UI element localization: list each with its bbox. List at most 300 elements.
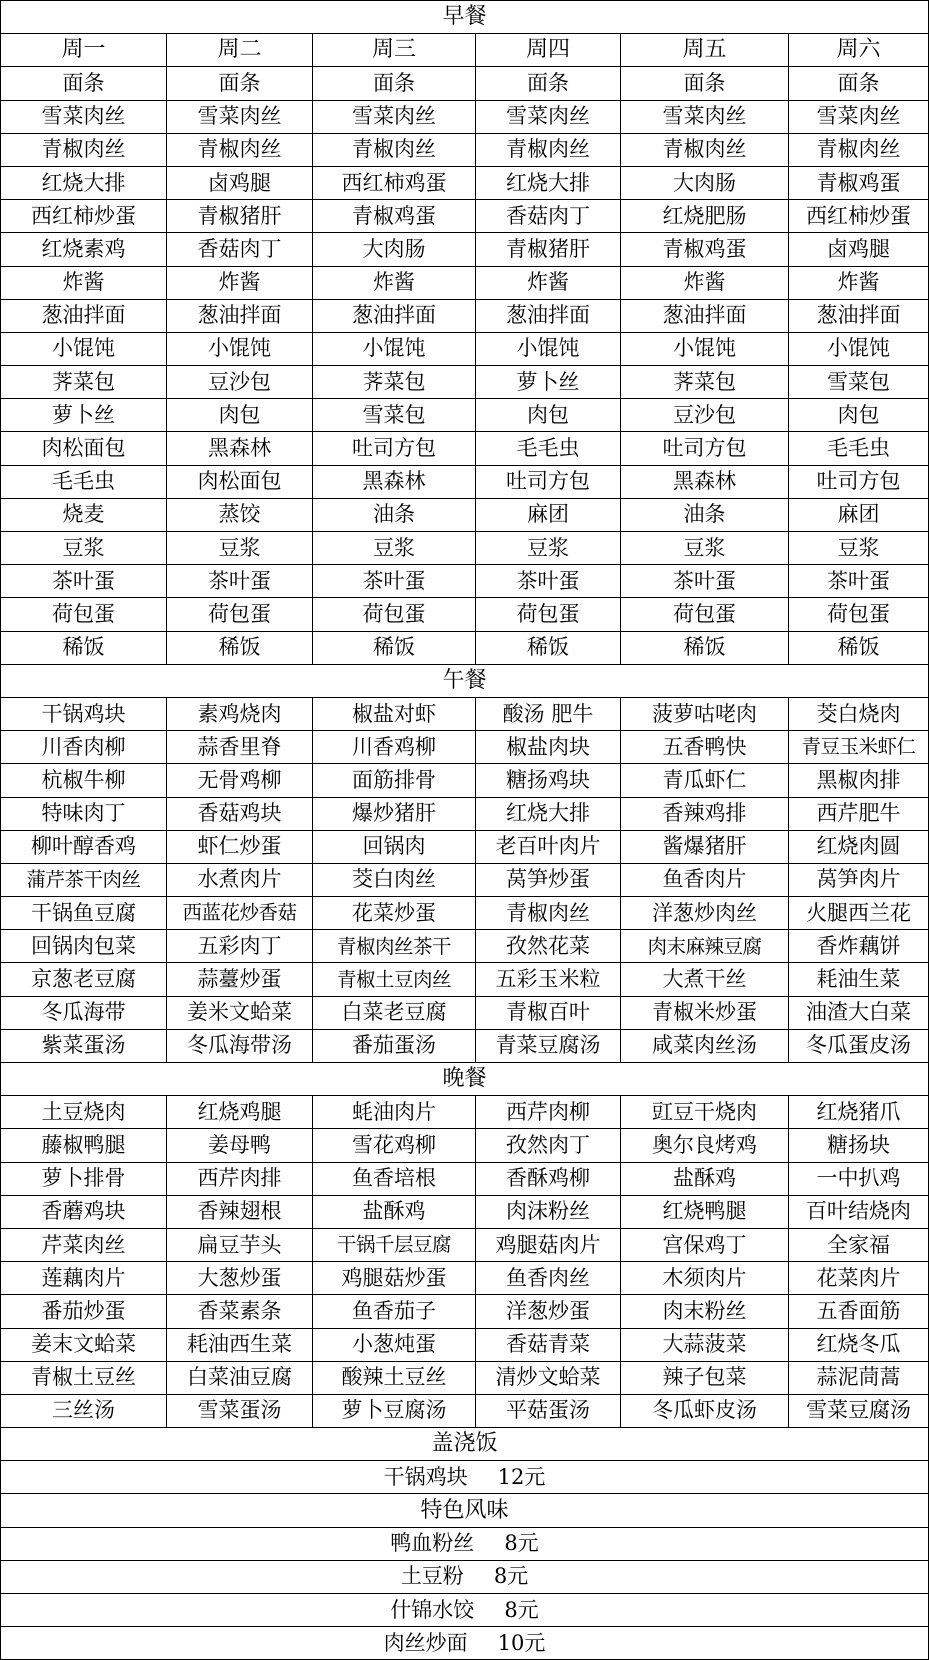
breakfast-dish-cell: 豆浆 bbox=[167, 532, 313, 565]
breakfast-dish-cell: 稀饭 bbox=[476, 631, 621, 664]
breakfast-dish-cell: 西红柿鸡蛋 bbox=[313, 166, 476, 199]
rice-bowl-row bbox=[1, 1461, 929, 1494]
lunch-dish-cell: 油渣大白菜 bbox=[789, 996, 929, 1029]
breakfast-dish-cell: 油条 bbox=[621, 498, 789, 531]
dinner-dish-cell: 耗油西生菜 bbox=[167, 1328, 313, 1361]
lunch-row bbox=[1, 731, 929, 764]
breakfast-dish-cell: 卤鸡腿 bbox=[789, 233, 929, 266]
breakfast-dish-cell: 萝卜丝 bbox=[1, 399, 167, 432]
breakfast-dish-cell: 肉包 bbox=[476, 399, 621, 432]
lunch-dish-cell: 茭白烧肉 bbox=[789, 697, 929, 730]
dinner-dish-cell: 糖扬块 bbox=[789, 1129, 929, 1162]
breakfast-dish-cell: 稀饭 bbox=[313, 631, 476, 664]
dinner-dish-cell: 香酥鸡柳 bbox=[476, 1162, 621, 1195]
lunch-dish-cell: 杭椒牛柳 bbox=[1, 764, 167, 797]
dinner-dish-cell: 五香面筋 bbox=[789, 1295, 929, 1328]
lunch-dish-cell: 莴笋炒蛋 bbox=[476, 863, 621, 896]
lunch-dish-cell: 西芹肥牛 bbox=[789, 797, 929, 830]
lunch-dish-cell: 菠萝咕咾肉 bbox=[621, 697, 789, 730]
dinner-dish-cell: 蒜泥茼蒿 bbox=[789, 1361, 929, 1394]
lunch-dish-cell: 柳叶醇香鸡 bbox=[1, 830, 167, 863]
breakfast-dish-cell: 荠菜包 bbox=[621, 366, 789, 399]
breakfast-row bbox=[1, 399, 929, 432]
breakfast-dish-cell: 葱油拌面 bbox=[621, 299, 789, 332]
breakfast-dish-cell: 吐司方包 bbox=[313, 432, 476, 465]
dinner-dish-cell: 大蒜菠菜 bbox=[621, 1328, 789, 1361]
lunch-dish-cell: 酱爆猪肝 bbox=[621, 830, 789, 863]
lunch-dish-cell: 川香肉柳 bbox=[1, 731, 167, 764]
breakfast-row bbox=[1, 631, 929, 664]
lunch-row bbox=[1, 697, 929, 730]
breakfast-dish-cell: 西红柿炒蛋 bbox=[789, 200, 929, 233]
lunch-dish-cell: 回锅肉 bbox=[313, 830, 476, 863]
breakfast-dish-cell: 炸酱 bbox=[476, 266, 621, 299]
dinner-row bbox=[1, 1195, 929, 1228]
breakfast-row bbox=[1, 532, 929, 565]
breakfast-header-row bbox=[1, 1, 929, 34]
lunch-dish-cell: 五香鸭快 bbox=[621, 731, 789, 764]
breakfast-dish-cell: 茶叶蛋 bbox=[1, 565, 167, 598]
specialty-header-row bbox=[1, 1494, 929, 1527]
breakfast-dish-cell: 豆浆 bbox=[789, 532, 929, 565]
breakfast-dish-cell: 麻团 bbox=[789, 498, 929, 531]
breakfast-dish-cell: 香菇肉丁 bbox=[167, 233, 313, 266]
lunch-dish-cell: 蒲芹茶干肉丝 bbox=[1, 863, 167, 896]
lunch-dish-cell: 青椒肉丝 bbox=[476, 897, 621, 930]
dinner-dish-cell: 盐酥鸡 bbox=[313, 1195, 476, 1228]
dinner-dish-cell: 盐酥鸡 bbox=[621, 1162, 789, 1195]
rice-bowl-price: 12元 bbox=[497, 1464, 546, 1489]
breakfast-dish-cell: 雪菜肉丝 bbox=[167, 100, 313, 133]
dinner-dish-cell: 红烧鸭腿 bbox=[621, 1195, 789, 1228]
lunch-dish-cell: 五彩肉丁 bbox=[167, 930, 313, 963]
weekday-header-cell: 周一 bbox=[1, 34, 167, 67]
lunch-dish-cell: 番茄蛋汤 bbox=[313, 1029, 476, 1062]
rice-bowl-item bbox=[1, 1461, 929, 1494]
breakfast-dish-cell: 西红柿炒蛋 bbox=[1, 200, 167, 233]
dinner-dish-cell: 奥尔良烤鸡 bbox=[621, 1129, 789, 1162]
dinner-row bbox=[1, 1129, 929, 1162]
specialty-price: 8元 bbox=[504, 1531, 539, 1556]
breakfast-dish-cell: 蒸饺 bbox=[167, 498, 313, 531]
weekday-header-cell: 周三 bbox=[313, 34, 476, 67]
dinner-row bbox=[1, 1096, 929, 1129]
dinner-dish-cell: 木须肉片 bbox=[621, 1262, 789, 1295]
breakfast-dish-cell: 葱油拌面 bbox=[789, 299, 929, 332]
dinner-dish-cell: 酸辣土豆丝 bbox=[313, 1361, 476, 1394]
rice-bowl-dish-name: 干锅鸡块 bbox=[383, 1464, 468, 1489]
dinner-dish-cell: 鱼香茄子 bbox=[313, 1295, 476, 1328]
lunch-dish-cell: 老百叶肉片 bbox=[476, 830, 621, 863]
dinner-dish-cell: 红烧冬瓜 bbox=[789, 1328, 929, 1361]
breakfast-dish-cell: 雪菜肉丝 bbox=[1, 100, 167, 133]
breakfast-dish-cell: 吐司方包 bbox=[789, 465, 929, 498]
dinner-dish-cell: 小葱炖蛋 bbox=[313, 1328, 476, 1361]
dinner-dish-cell: 一中扒鸡 bbox=[789, 1162, 929, 1195]
breakfast-dish-cell: 吐司方包 bbox=[476, 465, 621, 498]
dinner-dish-cell: 百叶结烧肉 bbox=[789, 1195, 929, 1228]
lunch-dish-cell: 肉末麻辣豆腐 bbox=[621, 930, 789, 963]
breakfast-dish-cell: 红烧大排 bbox=[1, 166, 167, 199]
lunch-dish-cell: 蒜薹炒蛋 bbox=[167, 963, 313, 996]
lunch-dish-cell: 回锅肉包菜 bbox=[1, 930, 167, 963]
breakfast-dish-cell: 荠菜包 bbox=[313, 366, 476, 399]
lunch-row bbox=[1, 897, 929, 930]
dinner-dish-cell: 扁豆芋头 bbox=[167, 1228, 313, 1261]
breakfast-dish-cell: 青椒猪肝 bbox=[167, 200, 313, 233]
dinner-dish-cell: 干锅千层豆腐 bbox=[313, 1228, 476, 1261]
dinner-dish-cell: 红烧鸡腿 bbox=[167, 1096, 313, 1129]
breakfast-dish-cell: 雪菜肉丝 bbox=[476, 100, 621, 133]
lunch-dish-cell: 孜然花菜 bbox=[476, 930, 621, 963]
breakfast-dish-cell: 青椒肉丝 bbox=[167, 133, 313, 166]
breakfast-dish-cell: 豆浆 bbox=[621, 532, 789, 565]
dinner-dish-cell: 番茄炒蛋 bbox=[1, 1295, 167, 1328]
breakfast-dish-cell: 黑森林 bbox=[621, 465, 789, 498]
dinner-header-row bbox=[1, 1063, 929, 1096]
breakfast-dish-cell: 麻团 bbox=[476, 498, 621, 531]
breakfast-dish-cell: 葱油拌面 bbox=[1, 299, 167, 332]
lunch-dish-cell: 五彩玉米粒 bbox=[476, 963, 621, 996]
breakfast-dish-cell: 面条 bbox=[789, 67, 929, 100]
weekday-header-cell: 周二 bbox=[167, 34, 313, 67]
lunch-dish-cell: 糖扬鸡块 bbox=[476, 764, 621, 797]
weekday-header-cell: 周五 bbox=[621, 34, 789, 67]
rice-bowl-header-row bbox=[1, 1428, 929, 1461]
breakfast-dish-cell: 茶叶蛋 bbox=[476, 565, 621, 598]
dinner-dish-cell: 莲藕肉片 bbox=[1, 1262, 167, 1295]
dinner-dish-cell: 辣子包菜 bbox=[621, 1361, 789, 1394]
lunch-dish-cell: 莴笋肉片 bbox=[789, 863, 929, 896]
breakfast-dish-cell: 茶叶蛋 bbox=[621, 565, 789, 598]
dinner-row bbox=[1, 1394, 929, 1427]
dinner-dish-cell: 宫保鸡丁 bbox=[621, 1228, 789, 1261]
menu-body bbox=[1, 1, 929, 1660]
breakfast-row bbox=[1, 565, 929, 598]
breakfast-row bbox=[1, 598, 929, 631]
lunch-dish-cell: 青豆玉米虾仁 bbox=[789, 731, 929, 764]
specialty-dish-name: 土豆粉 bbox=[400, 1564, 464, 1589]
dinner-dish-cell: 鱼香培根 bbox=[313, 1162, 476, 1195]
lunch-dish-cell: 茭白肉丝 bbox=[313, 863, 476, 896]
breakfast-dish-cell: 肉包 bbox=[789, 399, 929, 432]
breakfast-dish-cell: 豆沙包 bbox=[621, 399, 789, 432]
breakfast-dish-cell: 青椒猪肝 bbox=[476, 233, 621, 266]
dinner-dish-cell: 红烧猪爪 bbox=[789, 1096, 929, 1129]
dinner-dish-cell: 姜母鸭 bbox=[167, 1129, 313, 1162]
breakfast-dish-cell: 稀饭 bbox=[167, 631, 313, 664]
breakfast-dish-cell: 青椒鸡蛋 bbox=[313, 200, 476, 233]
lunch-dish-cell: 洋葱炒肉丝 bbox=[621, 897, 789, 930]
breakfast-dish-cell: 豆浆 bbox=[476, 532, 621, 565]
specialty-price: 8元 bbox=[504, 1597, 539, 1622]
specialty-dish-name: 鸭血粉丝 bbox=[390, 1531, 475, 1556]
breakfast-dish-cell: 吐司方包 bbox=[621, 432, 789, 465]
breakfast-dish-cell: 荠菜包 bbox=[1, 366, 167, 399]
breakfast-dish-cell: 豆浆 bbox=[313, 532, 476, 565]
breakfast-dish-cell: 大肉肠 bbox=[313, 233, 476, 266]
breakfast-dish-cell: 小馄饨 bbox=[621, 332, 789, 365]
specialty-row bbox=[1, 1594, 929, 1627]
lunch-dish-cell: 白菜老豆腐 bbox=[313, 996, 476, 1029]
lunch-dish-cell: 青椒肉丝茶干 bbox=[313, 930, 476, 963]
lunch-dish-cell: 虾仁炒蛋 bbox=[167, 830, 313, 863]
lunch-dish-cell: 大煮干丝 bbox=[621, 963, 789, 996]
dinner-row bbox=[1, 1361, 929, 1394]
breakfast-dish-cell: 毛毛虫 bbox=[1, 465, 167, 498]
dinner-dish-cell: 西芹肉排 bbox=[167, 1162, 313, 1195]
breakfast-dish-cell: 雪菜肉丝 bbox=[621, 100, 789, 133]
breakfast-row bbox=[1, 233, 929, 266]
dinner-dish-cell: 冬瓜虾皮汤 bbox=[621, 1394, 789, 1427]
lunch-dish-cell: 红烧肉圆 bbox=[789, 830, 929, 863]
breakfast-row bbox=[1, 67, 929, 100]
breakfast-dish-cell: 雪菜肉丝 bbox=[313, 100, 476, 133]
dinner-row bbox=[1, 1295, 929, 1328]
dinner-dish-cell: 平菇蛋汤 bbox=[476, 1394, 621, 1427]
lunch-row bbox=[1, 830, 929, 863]
dinner-dish-cell: 肉沫粉丝 bbox=[476, 1195, 621, 1228]
lunch-dish-cell: 蒜香里脊 bbox=[167, 731, 313, 764]
specialty-item bbox=[1, 1594, 929, 1627]
lunch-dish-cell: 青瓜虾仁 bbox=[621, 764, 789, 797]
lunch-dish-cell: 红烧大排 bbox=[476, 797, 621, 830]
breakfast-dish-cell: 大肉肠 bbox=[621, 166, 789, 199]
dinner-dish-cell: 鱼香肉丝 bbox=[476, 1262, 621, 1295]
breakfast-dish-cell: 黑森林 bbox=[313, 465, 476, 498]
lunch-dish-cell: 青椒百叶 bbox=[476, 996, 621, 1029]
lunch-dish-cell: 青椒米炒蛋 bbox=[621, 996, 789, 1029]
specialty-price: 10元 bbox=[497, 1630, 546, 1655]
lunch-row bbox=[1, 963, 929, 996]
lunch-section-title: 午餐 bbox=[1, 664, 929, 697]
lunch-dish-cell: 青椒土豆肉丝 bbox=[313, 963, 476, 996]
lunch-dish-cell: 干锅鱼豆腐 bbox=[1, 897, 167, 930]
breakfast-dish-cell: 雪菜包 bbox=[313, 399, 476, 432]
dinner-dish-cell: 萝卜排骨 bbox=[1, 1162, 167, 1195]
lunch-row bbox=[1, 863, 929, 896]
lunch-dish-cell: 咸菜肉丝汤 bbox=[621, 1029, 789, 1062]
breakfast-row bbox=[1, 465, 929, 498]
lunch-dish-cell: 青菜豆腐汤 bbox=[476, 1029, 621, 1062]
dinner-dish-cell: 雪花鸡柳 bbox=[313, 1129, 476, 1162]
breakfast-dish-cell: 豆浆 bbox=[1, 532, 167, 565]
dinner-dish-cell: 姜末文蛤菜 bbox=[1, 1328, 167, 1361]
lunch-dish-cell: 酸汤 肥牛 bbox=[476, 697, 621, 730]
breakfast-row bbox=[1, 100, 929, 133]
breakfast-row bbox=[1, 133, 929, 166]
breakfast-dish-cell: 葱油拌面 bbox=[313, 299, 476, 332]
breakfast-section-title: 早餐 bbox=[1, 1, 929, 34]
breakfast-dish-cell: 肉松面包 bbox=[167, 465, 313, 498]
breakfast-dish-cell: 肉包 bbox=[167, 399, 313, 432]
breakfast-dish-cell: 荷包蛋 bbox=[789, 598, 929, 631]
breakfast-dish-cell: 炸酱 bbox=[167, 266, 313, 299]
dinner-dish-cell: 孜然肉丁 bbox=[476, 1129, 621, 1162]
breakfast-dish-cell: 青椒肉丝 bbox=[1, 133, 167, 166]
breakfast-dish-cell: 面条 bbox=[476, 67, 621, 100]
dinner-row bbox=[1, 1328, 929, 1361]
breakfast-row bbox=[1, 299, 929, 332]
breakfast-dish-cell: 红烧素鸡 bbox=[1, 233, 167, 266]
breakfast-dish-cell: 面条 bbox=[313, 67, 476, 100]
breakfast-dish-cell: 面条 bbox=[621, 67, 789, 100]
lunch-row bbox=[1, 1029, 929, 1062]
breakfast-dish-cell: 炸酱 bbox=[621, 266, 789, 299]
breakfast-dish-cell: 油条 bbox=[313, 498, 476, 531]
dinner-dish-cell: 香蘑鸡块 bbox=[1, 1195, 167, 1228]
lunch-dish-cell: 椒盐肉块 bbox=[476, 731, 621, 764]
breakfast-dish-cell: 炸酱 bbox=[789, 266, 929, 299]
breakfast-dish-cell: 肉松面包 bbox=[1, 432, 167, 465]
breakfast-dish-cell: 雪菜包 bbox=[789, 366, 929, 399]
breakfast-dish-cell: 青椒肉丝 bbox=[476, 133, 621, 166]
breakfast-dish-cell: 小馄饨 bbox=[313, 332, 476, 365]
breakfast-dish-cell: 红烧肥肠 bbox=[621, 200, 789, 233]
breakfast-dish-cell: 炸酱 bbox=[1, 266, 167, 299]
breakfast-row bbox=[1, 200, 929, 233]
breakfast-dish-cell: 萝卜丝 bbox=[476, 366, 621, 399]
dinner-dish-cell: 雪菜豆腐汤 bbox=[789, 1394, 929, 1427]
breakfast-dish-cell: 面条 bbox=[1, 67, 167, 100]
lunch-row bbox=[1, 764, 929, 797]
dinner-dish-cell: 西芹肉柳 bbox=[476, 1096, 621, 1129]
weekday-header-cell: 周六 bbox=[789, 34, 929, 67]
specialty-dish-name: 肉丝炒面 bbox=[383, 1630, 468, 1655]
specialty-item bbox=[1, 1627, 929, 1660]
breakfast-dish-cell: 小馄饨 bbox=[789, 332, 929, 365]
breakfast-dish-cell: 茶叶蛋 bbox=[789, 565, 929, 598]
breakfast-dish-cell: 香菇肉丁 bbox=[476, 200, 621, 233]
lunch-row bbox=[1, 797, 929, 830]
dinner-dish-cell: 肉末粉丝 bbox=[621, 1295, 789, 1328]
weekday-header-cell: 周四 bbox=[476, 34, 621, 67]
dinner-dish-cell: 香菜素条 bbox=[167, 1295, 313, 1328]
dinner-dish-cell: 蚝油肉片 bbox=[313, 1096, 476, 1129]
breakfast-dish-cell: 荷包蛋 bbox=[1, 598, 167, 631]
breakfast-row bbox=[1, 498, 929, 531]
breakfast-dish-cell: 青椒鸡蛋 bbox=[789, 166, 929, 199]
breakfast-row bbox=[1, 432, 929, 465]
lunch-dish-cell: 耗油生菜 bbox=[789, 963, 929, 996]
breakfast-dish-cell: 青椒肉丝 bbox=[621, 133, 789, 166]
breakfast-dish-cell: 毛毛虫 bbox=[476, 432, 621, 465]
dinner-row bbox=[1, 1162, 929, 1195]
specialty-price: 8元 bbox=[493, 1564, 529, 1589]
breakfast-dish-cell: 荷包蛋 bbox=[313, 598, 476, 631]
lunch-dish-cell: 素鸡烧肉 bbox=[167, 697, 313, 730]
breakfast-dish-cell: 烧麦 bbox=[1, 498, 167, 531]
lunch-dish-cell: 姜米文蛤菜 bbox=[167, 996, 313, 1029]
dinner-dish-cell: 萝卜豆腐汤 bbox=[313, 1394, 476, 1427]
breakfast-dish-cell: 荷包蛋 bbox=[167, 598, 313, 631]
breakfast-row bbox=[1, 166, 929, 199]
lunch-dish-cell: 香菇鸡块 bbox=[167, 797, 313, 830]
dinner-section-title: 晚餐 bbox=[1, 1063, 929, 1096]
dinner-dish-cell: 三丝汤 bbox=[1, 1394, 167, 1427]
dinner-row bbox=[1, 1262, 929, 1295]
breakfast-dish-cell: 稀饭 bbox=[789, 631, 929, 664]
specialty-dish-name: 什锦水饺 bbox=[390, 1597, 475, 1622]
breakfast-row bbox=[1, 366, 929, 399]
dinner-dish-cell: 洋葱炒蛋 bbox=[476, 1295, 621, 1328]
lunch-dish-cell: 椒盐对虾 bbox=[313, 697, 476, 730]
lunch-row bbox=[1, 930, 929, 963]
dinner-dish-cell: 白菜油豆腐 bbox=[167, 1361, 313, 1394]
breakfast-dish-cell: 黑森林 bbox=[167, 432, 313, 465]
lunch-dish-cell: 冬瓜海带汤 bbox=[167, 1029, 313, 1062]
breakfast-dish-cell: 小馄饨 bbox=[167, 332, 313, 365]
lunch-dish-cell: 香辣鸡排 bbox=[621, 797, 789, 830]
specialty-item bbox=[1, 1527, 929, 1560]
lunch-header-row bbox=[1, 664, 929, 697]
lunch-dish-cell: 花菜炒蛋 bbox=[313, 897, 476, 930]
dinner-dish-cell: 香菇青菜 bbox=[476, 1328, 621, 1361]
lunch-dish-cell: 京葱老豆腐 bbox=[1, 963, 167, 996]
lunch-dish-cell: 特味肉丁 bbox=[1, 797, 167, 830]
breakfast-dish-cell: 红烧大排 bbox=[476, 166, 621, 199]
specialty-row bbox=[1, 1627, 929, 1660]
specialty-item bbox=[1, 1560, 929, 1593]
dinner-dish-cell: 豇豆干烧肉 bbox=[621, 1096, 789, 1129]
lunch-dish-cell: 冬瓜蛋皮汤 bbox=[789, 1029, 929, 1062]
lunch-dish-cell: 香炸藕饼 bbox=[789, 930, 929, 963]
lunch-dish-cell: 面筋排骨 bbox=[313, 764, 476, 797]
lunch-dish-cell: 火腿西兰花 bbox=[789, 897, 929, 930]
lunch-dish-cell: 爆炒猪肝 bbox=[313, 797, 476, 830]
breakfast-dish-cell: 荷包蛋 bbox=[476, 598, 621, 631]
breakfast-row bbox=[1, 266, 929, 299]
lunch-dish-cell: 水煮肉片 bbox=[167, 863, 313, 896]
breakfast-dish-cell: 小馄饨 bbox=[476, 332, 621, 365]
breakfast-dish-cell: 面条 bbox=[167, 67, 313, 100]
specialty-row bbox=[1, 1527, 929, 1560]
dinner-dish-cell: 芹菜肉丝 bbox=[1, 1228, 167, 1261]
dinner-dish-cell: 鸡腿菇炒蛋 bbox=[313, 1262, 476, 1295]
breakfast-dish-cell: 茶叶蛋 bbox=[167, 565, 313, 598]
breakfast-dish-cell: 卤鸡腿 bbox=[167, 166, 313, 199]
lunch-row bbox=[1, 996, 929, 1029]
lunch-dish-cell: 川香鸡柳 bbox=[313, 731, 476, 764]
breakfast-dish-cell: 雪菜肉丝 bbox=[789, 100, 929, 133]
breakfast-dish-cell: 豆沙包 bbox=[167, 366, 313, 399]
breakfast-dish-cell: 毛毛虫 bbox=[789, 432, 929, 465]
breakfast-dish-cell: 葱油拌面 bbox=[476, 299, 621, 332]
lunch-dish-cell: 鱼香肉片 bbox=[621, 863, 789, 896]
breakfast-dish-cell: 葱油拌面 bbox=[167, 299, 313, 332]
breakfast-dish-cell: 青椒肉丝 bbox=[789, 133, 929, 166]
breakfast-dish-cell: 青椒鸡蛋 bbox=[621, 233, 789, 266]
dinner-dish-cell: 清炒文蛤菜 bbox=[476, 1361, 621, 1394]
breakfast-dish-cell: 青椒肉丝 bbox=[313, 133, 476, 166]
breakfast-dish-cell: 稀饭 bbox=[1, 631, 167, 664]
breakfast-dish-cell: 炸酱 bbox=[313, 266, 476, 299]
lunch-dish-cell: 冬瓜海带 bbox=[1, 996, 167, 1029]
breakfast-dish-cell: 小馄饨 bbox=[1, 332, 167, 365]
lunch-dish-cell: 无骨鸡柳 bbox=[167, 764, 313, 797]
dinner-dish-cell: 藤椒鸭腿 bbox=[1, 1129, 167, 1162]
dinner-row bbox=[1, 1228, 929, 1261]
lunch-dish-cell: 黑椒肉排 bbox=[789, 764, 929, 797]
dinner-dish-cell: 花菜肉片 bbox=[789, 1262, 929, 1295]
lunch-dish-cell: 西蓝花炒香菇 bbox=[167, 897, 313, 930]
dinner-dish-cell: 青椒土豆丝 bbox=[1, 1361, 167, 1394]
weekday-header-row bbox=[1, 34, 929, 67]
rice-bowl-section-title: 盖浇饭 bbox=[1, 1428, 929, 1461]
lunch-dish-cell: 干锅鸡块 bbox=[1, 697, 167, 730]
breakfast-dish-cell: 稀饭 bbox=[621, 631, 789, 664]
breakfast-dish-cell: 荷包蛋 bbox=[621, 598, 789, 631]
